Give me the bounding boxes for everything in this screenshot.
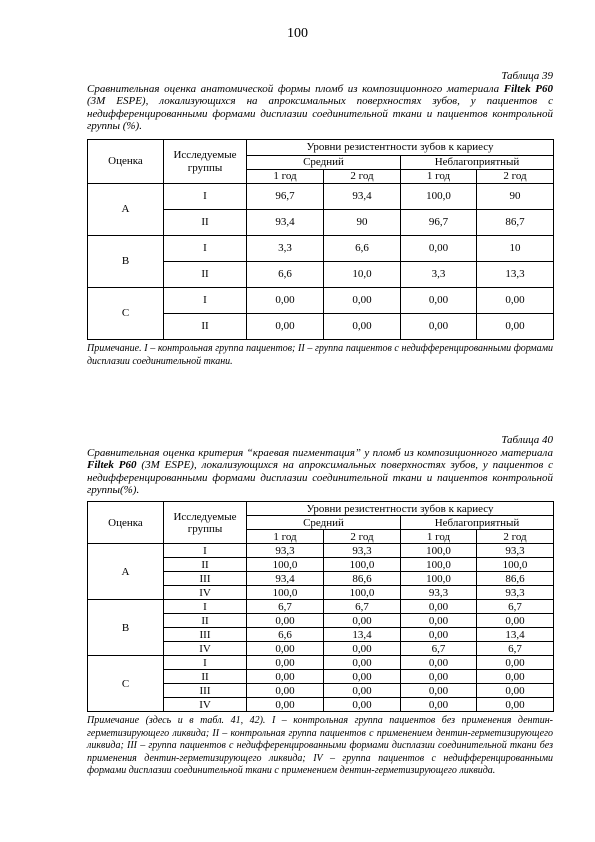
header-levels: Уровни резистентности зубов к кариесу bbox=[247, 140, 554, 156]
value-cell: 13,3 bbox=[477, 262, 554, 288]
caption-text: (3M ESPE), локализующихся на апроксимальных поверхностях зубов, у пациентов с недифференцированными формами дисплазии соединительной ткани и пациентов контрольной группы (%). bbox=[87, 95, 553, 133]
value-cell: 0,00 bbox=[247, 288, 324, 314]
group-cell: I bbox=[164, 600, 247, 614]
value-cell: 0,00 bbox=[401, 614, 477, 628]
value-cell: 0,00 bbox=[247, 314, 324, 340]
header-year-2: 2 год bbox=[324, 530, 401, 544]
value-cell: 0,00 bbox=[247, 656, 324, 670]
value-cell: 0,00 bbox=[401, 600, 477, 614]
value-cell: 0,00 bbox=[477, 670, 554, 684]
value-cell: 0,00 bbox=[324, 642, 401, 656]
assessment-cell: A bbox=[88, 184, 164, 236]
header-assessment: Оценка bbox=[88, 140, 164, 184]
group-cell: III bbox=[164, 684, 247, 698]
value-cell: 86,6 bbox=[477, 572, 554, 586]
value-cell: 3,3 bbox=[401, 262, 477, 288]
header-year-2: 2 год bbox=[477, 530, 554, 544]
value-cell: 6,7 bbox=[247, 600, 324, 614]
assessment-cell: B bbox=[88, 236, 164, 288]
caption-text: (3M ESPE), локализующихся на апроксимальных поверхностях зубов, у пациентов с недифференцированными формами дисплазии соединительной ткани и пациентов контрольной группы(%). bbox=[87, 459, 553, 497]
value-cell: 100,0 bbox=[324, 558, 401, 572]
value-cell: 0,00 bbox=[247, 642, 324, 656]
header-medium: Средний bbox=[247, 156, 401, 170]
value-cell: 6,6 bbox=[247, 262, 324, 288]
value-cell: 93,4 bbox=[247, 210, 324, 236]
group-cell: II bbox=[164, 670, 247, 684]
caption-text: Сравнительная оценка критерия “краевая пигментация” у пломб из композиционного материала bbox=[87, 447, 553, 459]
value-cell: 93,3 bbox=[401, 586, 477, 600]
table-40-note: Примечание (здесь и в табл. 41, 42). I – контрольная группа пациентов без применения дентин-герметизирующего ликвида; II – контрольная группа пациентов с применением дентин-герметизирующего ликвида; III – группа пациентов с недифференцированными формами дисплазии соединительной ткани без применения дентин-герметизирующего ликвида; IV – группа пациентов с недифференцированными формами дисплазии соединительной ткани с применением дентин-герметизирующего ликвида. bbox=[87, 715, 553, 776]
value-cell: 6,7 bbox=[477, 600, 554, 614]
group-cell: IV bbox=[164, 586, 247, 600]
table-40 bbox=[87, 501, 554, 712]
group-cell: I bbox=[164, 544, 247, 558]
value-cell: 0,00 bbox=[477, 288, 554, 314]
group-cell: II bbox=[164, 314, 247, 340]
header-year-2: 2 год bbox=[324, 170, 401, 184]
group-cell: IV bbox=[164, 698, 247, 712]
group-cell: I bbox=[164, 236, 247, 262]
value-cell: 0,00 bbox=[401, 670, 477, 684]
table-row bbox=[88, 184, 554, 210]
table-39-caption bbox=[87, 83, 553, 135]
value-cell: 90 bbox=[477, 184, 554, 210]
value-cell: 86,6 bbox=[324, 572, 401, 586]
caption-text: Сравнительная оценка анатомической формы пломб из композиционного материала bbox=[87, 83, 504, 95]
value-cell: 6,6 bbox=[247, 628, 324, 642]
table-39-body bbox=[88, 140, 554, 340]
value-cell: 90 bbox=[324, 210, 401, 236]
value-cell: 0,00 bbox=[324, 684, 401, 698]
table-40-body bbox=[88, 502, 554, 712]
group-cell: II bbox=[164, 210, 247, 236]
value-cell: 0,00 bbox=[324, 614, 401, 628]
value-cell: 100,0 bbox=[401, 572, 477, 586]
header-levels: Уровни резистентности зубов к кариесу bbox=[247, 502, 554, 516]
value-cell: 100,0 bbox=[401, 544, 477, 558]
value-cell: 6,7 bbox=[401, 642, 477, 656]
table-39 bbox=[87, 139, 554, 340]
value-cell: 96,7 bbox=[247, 184, 324, 210]
value-cell: 10 bbox=[477, 236, 554, 262]
caption-material: Filtek P60 bbox=[87, 459, 137, 472]
assessment-cell: A bbox=[88, 544, 164, 600]
table-39-note: Примечание. I – контрольная группа пациентов; II – группа пациентов с недифференцированными формами дисплазии соединительной ткани. bbox=[87, 343, 553, 367]
header-groups: Исследуемые группы bbox=[164, 140, 247, 184]
value-cell: 0,00 bbox=[247, 670, 324, 684]
header-year-1: 1 год bbox=[247, 170, 324, 184]
value-cell: 0,00 bbox=[401, 314, 477, 340]
table-40-caption bbox=[87, 447, 553, 499]
value-cell: 100,0 bbox=[477, 558, 554, 572]
group-cell: I bbox=[164, 656, 247, 670]
value-cell: 0,00 bbox=[324, 288, 401, 314]
value-cell: 13,4 bbox=[324, 628, 401, 642]
group-cell: IV bbox=[164, 642, 247, 656]
value-cell: 0,00 bbox=[324, 656, 401, 670]
value-cell: 6,6 bbox=[324, 236, 401, 262]
value-cell: 100,0 bbox=[401, 558, 477, 572]
header-unfavorable: Неблагоприятный bbox=[401, 516, 554, 530]
value-cell: 0,00 bbox=[477, 698, 554, 712]
value-cell: 0,00 bbox=[477, 314, 554, 340]
table-row bbox=[88, 544, 554, 558]
group-cell: III bbox=[164, 628, 247, 642]
value-cell: 93,3 bbox=[477, 544, 554, 558]
value-cell: 0,00 bbox=[324, 698, 401, 712]
header-unfavorable: Неблагоприятный bbox=[401, 156, 554, 170]
value-cell: 0,00 bbox=[401, 628, 477, 642]
value-cell: 3,3 bbox=[247, 236, 324, 262]
value-cell: 0,00 bbox=[324, 670, 401, 684]
table-row bbox=[88, 656, 554, 670]
header-groups: Исследуемые группы bbox=[164, 502, 247, 544]
group-cell: I bbox=[164, 288, 247, 314]
header-assessment: Оценка bbox=[88, 502, 164, 544]
assessment-cell: C bbox=[88, 288, 164, 340]
table-row bbox=[88, 600, 554, 614]
value-cell: 100,0 bbox=[247, 558, 324, 572]
value-cell: 10,0 bbox=[324, 262, 401, 288]
value-cell: 93,3 bbox=[324, 544, 401, 558]
value-cell: 0,00 bbox=[324, 314, 401, 340]
value-cell: 93,4 bbox=[324, 184, 401, 210]
header-year-2: 2 год bbox=[477, 170, 554, 184]
group-cell: III bbox=[164, 572, 247, 586]
table-row bbox=[88, 236, 554, 262]
assessment-cell: C bbox=[88, 656, 164, 712]
value-cell: 100,0 bbox=[247, 586, 324, 600]
page-number: 100 bbox=[287, 26, 308, 41]
value-cell: 0,00 bbox=[401, 656, 477, 670]
value-cell: 96,7 bbox=[401, 210, 477, 236]
value-cell: 6,7 bbox=[324, 600, 401, 614]
value-cell: 0,00 bbox=[247, 698, 324, 712]
group-cell: II bbox=[164, 614, 247, 628]
header-year-1: 1 год bbox=[401, 530, 477, 544]
value-cell: 0,00 bbox=[247, 614, 324, 628]
value-cell: 0,00 bbox=[401, 684, 477, 698]
group-cell: II bbox=[164, 262, 247, 288]
value-cell: 0,00 bbox=[477, 656, 554, 670]
group-cell: II bbox=[164, 558, 247, 572]
value-cell: 0,00 bbox=[401, 698, 477, 712]
header-medium: Средний bbox=[247, 516, 401, 530]
group-cell: I bbox=[164, 184, 247, 210]
value-cell: 0,00 bbox=[477, 614, 554, 628]
value-cell: 100,0 bbox=[401, 184, 477, 210]
value-cell: 100,0 bbox=[324, 586, 401, 600]
header-year-1: 1 год bbox=[401, 170, 477, 184]
table-39-section bbox=[87, 70, 553, 368]
caption-material: Filtek P60 bbox=[503, 83, 553, 95]
table-40-section bbox=[87, 434, 553, 778]
assessment-cell: B bbox=[88, 600, 164, 656]
table-39-label: Таблица 39 bbox=[501, 70, 553, 82]
table-40-label: Таблица 40 bbox=[501, 434, 553, 446]
header-year-1: 1 год bbox=[247, 530, 324, 544]
value-cell: 0,00 bbox=[401, 236, 477, 262]
value-cell: 0,00 bbox=[401, 288, 477, 314]
value-cell: 93,4 bbox=[247, 572, 324, 586]
value-cell: 93,3 bbox=[477, 586, 554, 600]
table-row bbox=[88, 288, 554, 314]
value-cell: 13,4 bbox=[477, 628, 554, 642]
value-cell: 0,00 bbox=[477, 684, 554, 698]
value-cell: 86,7 bbox=[477, 210, 554, 236]
value-cell: 6,7 bbox=[477, 642, 554, 656]
value-cell: 93,3 bbox=[247, 544, 324, 558]
value-cell: 0,00 bbox=[247, 684, 324, 698]
